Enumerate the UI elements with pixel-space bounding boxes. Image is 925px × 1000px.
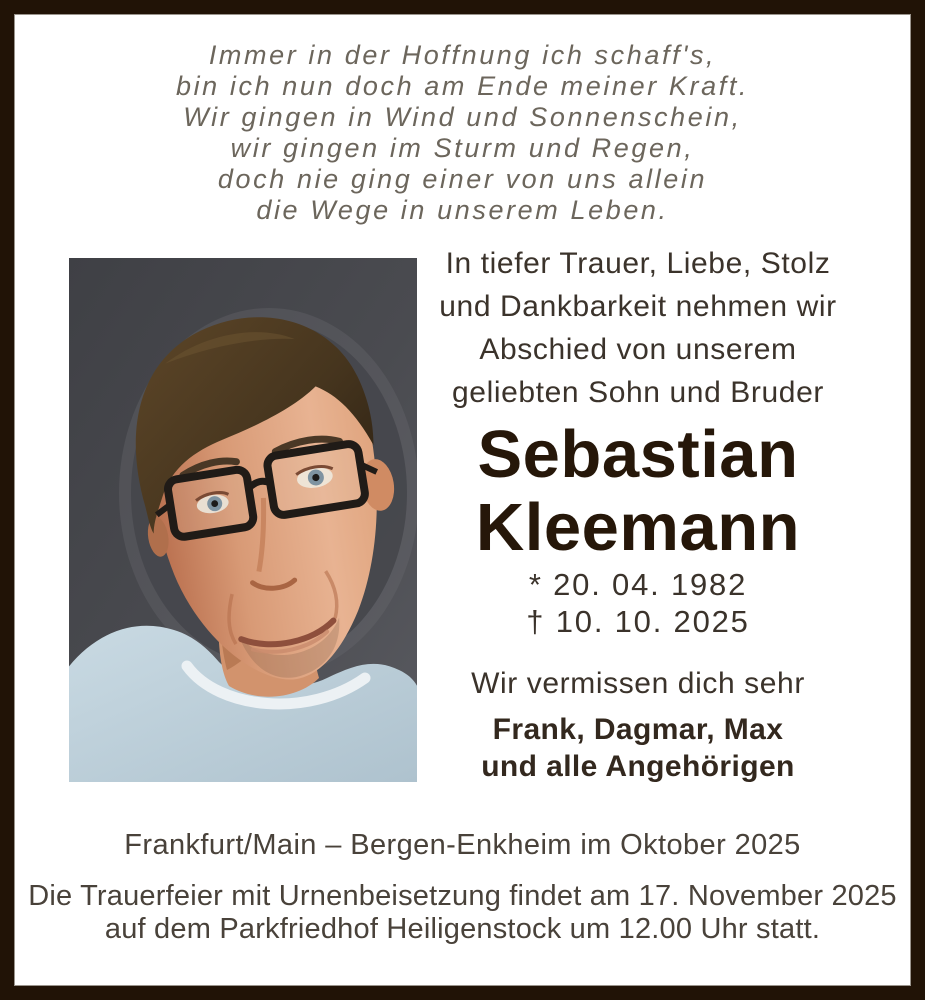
birth-date: * 20. 04. 1982 [528,567,748,602]
poem-line: Immer in der Hoffnung ich schaff's, [208,40,717,70]
announcement-line: In tiefer Trauer, Liebe, Stolz [445,247,831,280]
notice-content [14,14,911,986]
announcement-line: geliebten Sohn und Bruder [452,376,824,409]
ceremony-info [14,880,911,946]
poem-line: wir gingen im Sturm und Regen, [230,133,695,163]
missing-line: Wir vermissen dich sehr [471,667,805,700]
ceremony-line: auf dem Parkfriedhof Heiligenstock um 12.00 Uhr statt. [104,913,821,945]
poem-line: doch nie ging einer von uns allein [217,164,708,194]
portrait-photo [69,258,417,782]
mourners-line: Frank, Dagmar, Max [492,713,784,746]
announcement-text [423,242,853,414]
poem [14,40,911,226]
life-dates [423,566,853,640]
deceased-name [423,418,853,564]
mourners-line: und alle Angehörigen [481,750,795,783]
place-date-line: Frankfurt/Main – Bergen-Enkheim im Oktober 2025 [124,829,801,861]
poem-line: Wir gingen in Wind und Sonnenschein, [183,102,742,132]
announcement-line: und Dankbarkeit nehmen wir [439,290,837,323]
poem-line: bin ich nun doch am Ende meiner Kraft. [175,71,750,101]
ceremony-line: Die Trauerfeier mit Urnenbeisetzung findet am 17. November 2025 [28,880,897,912]
death-date: † 10. 10. 2025 [526,604,750,639]
announcement-line: Abschied von unserem [479,333,797,366]
mourners [423,711,853,785]
deceased-first-name: Sebastian [477,417,799,492]
poem-line: die Wege in unserem Leben. [256,195,669,225]
deceased-last-name: Kleemann [475,490,801,565]
